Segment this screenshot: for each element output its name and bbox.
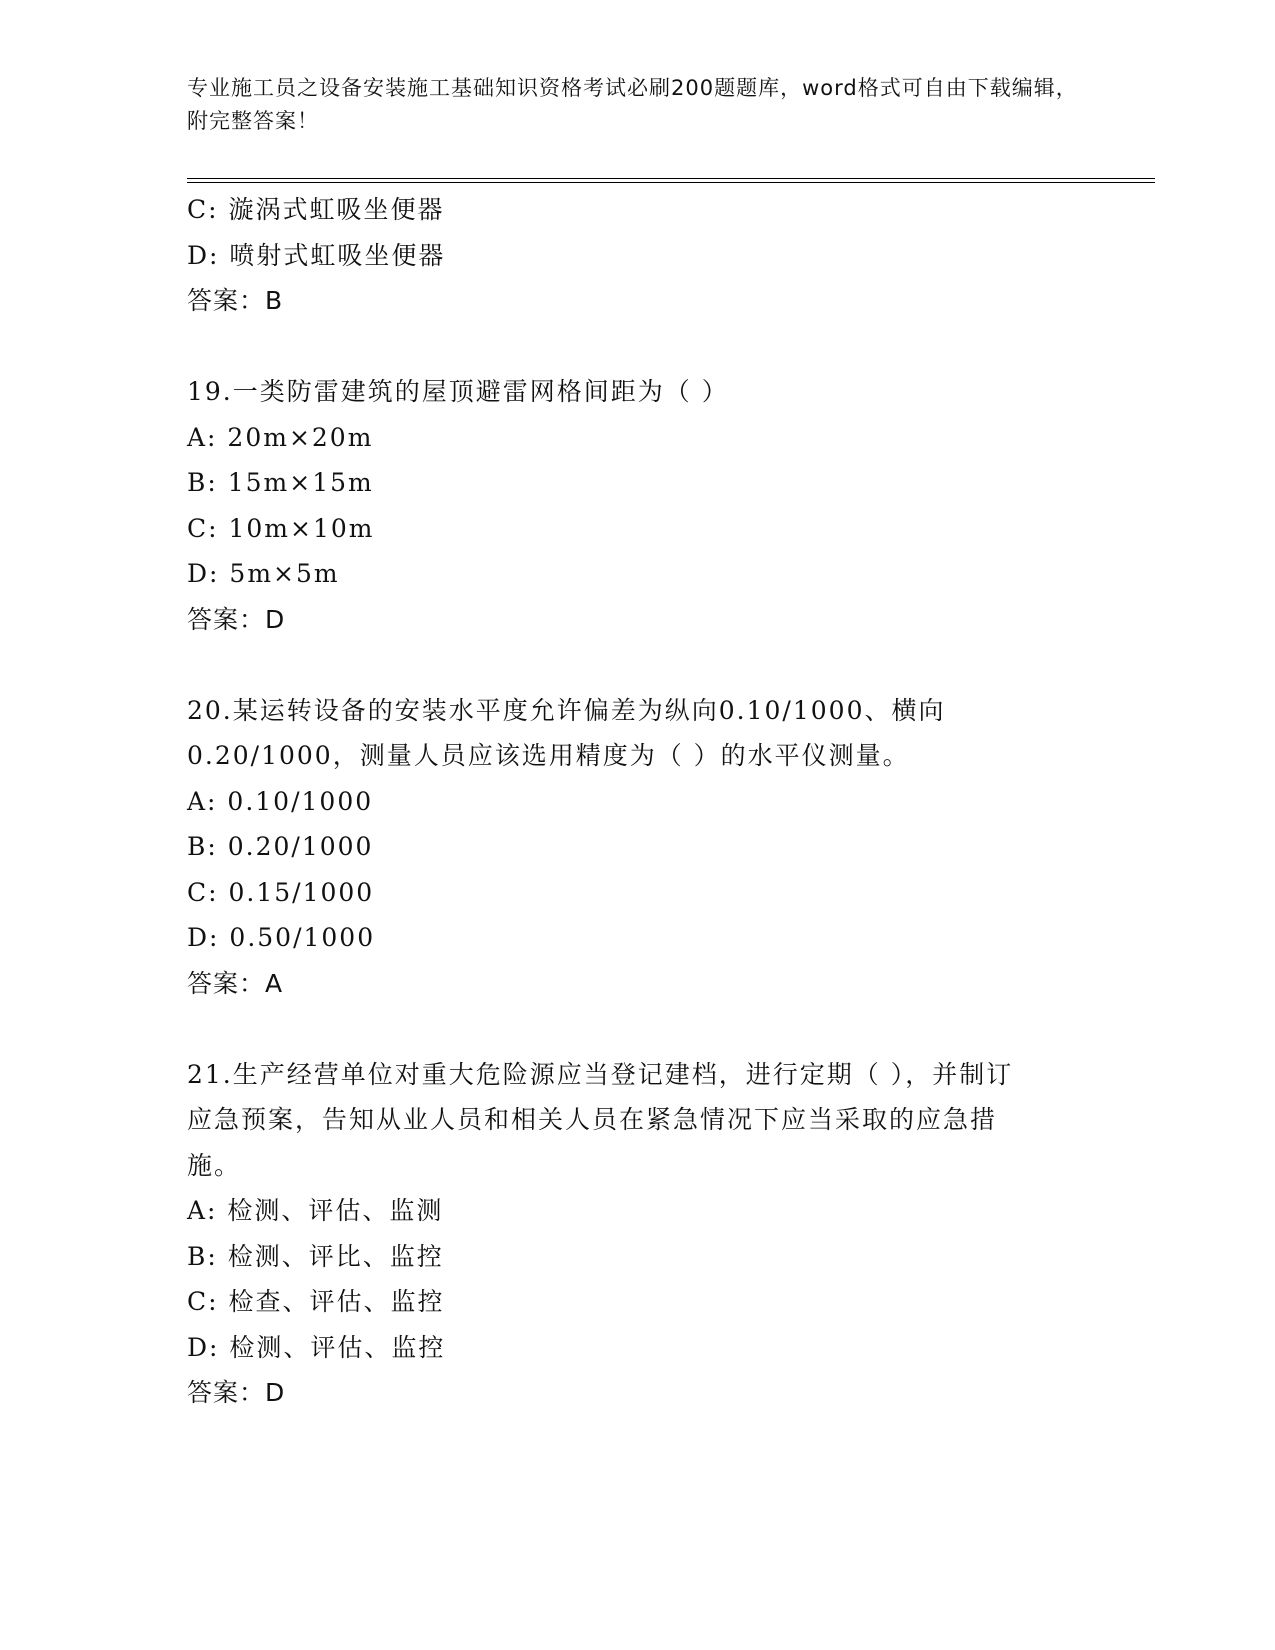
option-d: D: 检测、评估、监控 bbox=[187, 1332, 446, 1362]
spacer bbox=[187, 324, 1067, 370]
option-c: C: 0.15/1000 bbox=[187, 877, 375, 907]
option-b: B: 检测、评比、监控 bbox=[187, 1241, 444, 1271]
answer: 答案：D bbox=[187, 1378, 286, 1407]
option-d: D: 0.50/1000 bbox=[187, 923, 376, 952]
question-19 bbox=[187, 369, 1067, 642]
question-20 bbox=[187, 688, 1067, 1007]
option-d: D: 5m×5m bbox=[187, 559, 340, 588]
spacer bbox=[187, 642, 1067, 688]
header-divider-top bbox=[187, 178, 1155, 179]
option-c: C: 10m×10m bbox=[187, 513, 375, 543]
question-stem: 19.一类防雷建筑的屋顶避雷网格间距为（ ） bbox=[187, 377, 729, 406]
question-18-tail bbox=[187, 187, 1067, 324]
question-content bbox=[187, 187, 1067, 1416]
question-21 bbox=[187, 1052, 1067, 1416]
spacer bbox=[187, 1006, 1067, 1052]
answer: 答案：A bbox=[187, 968, 284, 998]
option-b: B: 15m×15m bbox=[187, 468, 374, 497]
option-a: A: 检测、评估、监测 bbox=[187, 1196, 444, 1225]
header-divider-bottom bbox=[187, 182, 1155, 183]
option-a: A: 0.10/1000 bbox=[187, 786, 374, 816]
option-a: A: 20m×20m bbox=[187, 422, 374, 452]
option-b: B: 0.20/1000 bbox=[187, 832, 374, 861]
question-stem: 20.某运转设备的安装水平度允许偏差为纵向0.10/1000、横向0.20/1000，测量人员应该选用精度为（ ）的水平仪测量。 bbox=[187, 695, 946, 770]
option-c: C: 漩涡式虹吸坐便器 bbox=[187, 195, 445, 224]
option-d: D: 喷射式虹吸坐便器 bbox=[187, 240, 446, 270]
answer: 答案：B bbox=[187, 286, 284, 315]
question-stem: 21.生产经营单位对重大危险源应当登记建档，进行定期（ ），并制订应急预案，告知从业人员和相关人员在紧急情况下应当采取的应急措施。 bbox=[187, 1059, 1014, 1180]
document-header: 专业施工员之设备安装施工基础知识资格考试必刷200题题库，word格式可自由下载编辑，附完整答案！ bbox=[187, 76, 1078, 133]
option-c: C: 检查、评估、监控 bbox=[187, 1287, 445, 1316]
answer: 答案：D bbox=[187, 604, 286, 634]
